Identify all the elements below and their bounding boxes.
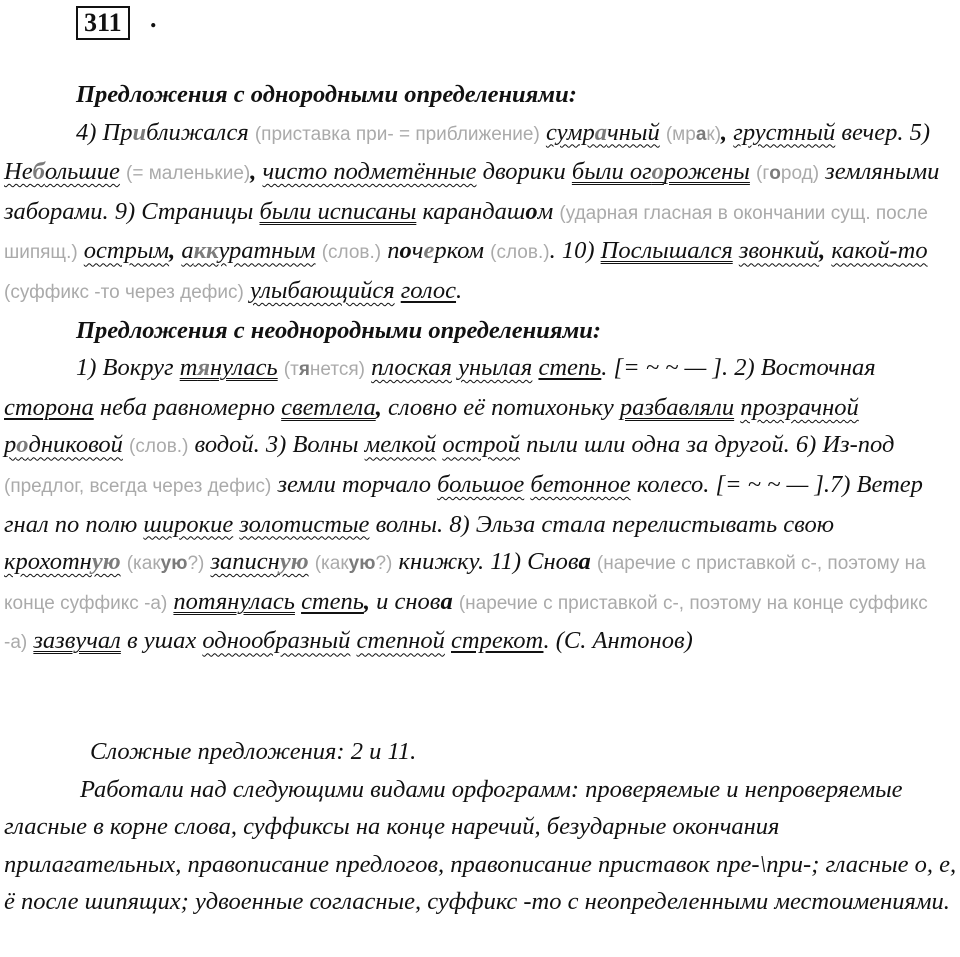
exercise-number-dot: .: [150, 4, 157, 33]
section-heading-heterogeneous: Предложения с неоднородными определениями:: [76, 316, 602, 344]
heterogeneous-sentences: 1) Вокруг тянулась (тянется) плоская унылая степь. [= ~ ~ — ]. 2) Восточная сторона неба равномерно светлела, словно её потихоньку разбавляли прозрачной родниковой (слов.) водой. 3) Волны мелкой острой пыли шли одна за другой. 6) Из-под (предлог, всегда через дефис) земли торчало большое бетонное колесо. [= ~ ~ — ].7) Ветер гнал по полю широкие золотистые волны. 8) Эльза стала перелистывать свою крохотную (какую?) записную (какую?) книжку. 11) Снова (наречие с приставкой с-, поэтому на конце суффикс -а) потянулась степь, и снова (наречие с приставкой с-, поэтому на конце суффикс -а) зазвучал в ушах однообразный степной стрекот. (С. Антонов): [4, 354, 928, 655]
summary-block: [4, 733, 959, 921]
complex-sentences-note: Сложные предложения: 2 и 11.: [90, 738, 417, 765]
exercise-number: 311: [76, 6, 130, 40]
spelling-topics-paragraph: Работали над следующими видами орфограмм: проверяемые и непроверяемые гласные в корне слова, суффиксы на конце наречий, безударные окончания прилагательных, правописание предлогов, правописание приставок пре-\при-; гласные о, е, ё после шипящих; удвоенные согласные, суффикс -то с неопределенными местоимениями.: [4, 775, 957, 916]
section-heading-homogeneous: Предложения с однородными определениями:: [76, 81, 577, 108]
analysis-text: [4, 76, 954, 662]
homogeneous-sentences: 4) Приближался (приставка при- = приближение) сумрачный (мрак), грустный вечер. 5) Небольшие (= маленькие), чисто подметённые дворики были огорожены (город) земляными заборами. 9) Страницы были исписаны карандашом (ударная гласная в окончании сущ. после шипящ.) острым, аккуратным (слов.) почерком (слов.). 10) Послышался звонкий, какой-то (суффикс -то через дефис) улыбающийся голос.: [4, 118, 940, 304]
